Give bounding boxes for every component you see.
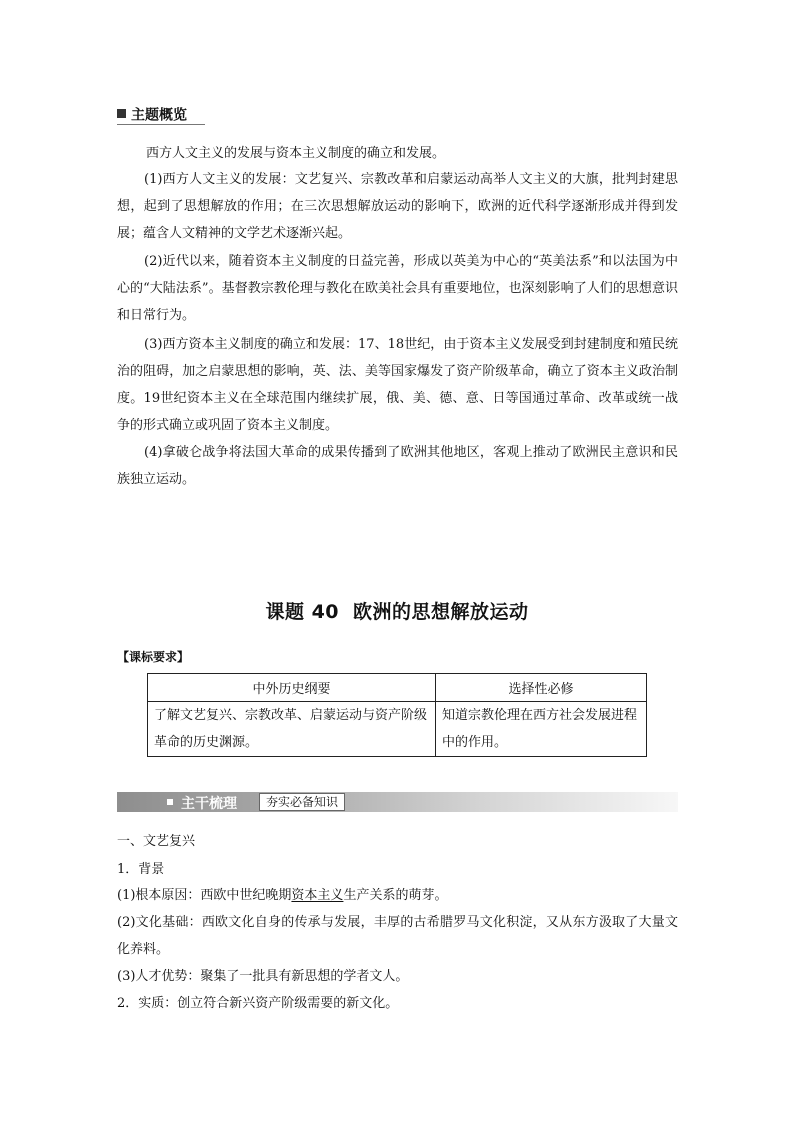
lesson-name: 欧洲的思想解放运动 [353,601,529,623]
section-bar-subtitle: 夯实必备知识 [259,793,345,811]
theme-intro: 西方人文主义的发展与资本主义制度的确立和发展。 [146,146,446,161]
lesson-title [0,597,794,624]
section-bar-title: 主干梳理 [181,796,237,812]
underlined-term: 资本主义 [291,888,344,903]
subheading-essence: 2．实质：创立符合新兴资产阶级需要的新文化。 [117,996,399,1011]
header-underline [117,124,205,125]
item-text: (1)根本原因：西欧中世纪晚期 [117,888,292,903]
square-bullet-icon [167,799,173,805]
table-row [148,702,647,757]
theme-paragraph-3: (3)西方资本主义制度的确立和发展：17、18世纪，由于资本主义发展受到封建制度和殖民统治的阻碍，加之启蒙思想的影响，英、法、美等国家爆发了资产阶级革命，确立了资本主义政治制度。19世纪资本主义在全球范围内继续扩展，俄、美、德、意、日等国通过革命、改革或统一战争的形式确立或巩固了资本主义制度。 [117,337,678,433]
section-bar [117,792,678,812]
curriculum-requirements-label: 【课标要求】 [117,650,190,664]
square-bullet-icon [117,109,126,118]
table-cell: 知道宗教伦理在西方社会发展进程中的作用。 [436,702,647,757]
table-cell: 了解文艺复兴、宗教改革、启蒙运动与资产阶级革命的历史渊源。 [148,702,436,757]
theme-overview-title: 主题概览 [131,107,187,124]
list-item: (2)文化基础：西欧文化自身的传承与发展，丰厚的古希腊罗马文化积淀，又从东方汲取了大量文化养料。 [117,915,678,957]
curriculum-standards-table [147,673,647,757]
theme-overview-header [117,104,187,126]
table-header-cell: 选择性必修 [436,674,647,702]
subheading-background: 1．背景 [117,862,165,877]
table-header-cell: 中外历史纲要 [148,674,436,702]
item-text: 生产关系的萌芽。 [343,888,448,903]
theme-paragraph-4: (4)拿破仑战争将法国大革命的成果传播到了欧洲其他地区，客观上推动了欧洲民主意识和民族独立运动。 [117,445,678,487]
table-header-row [148,674,647,702]
list-item [117,882,678,909]
theme-paragraph-2: (2)近代以来，随着资本主义制度的日益完善，形成以英美为中心的“英美法系”和以法国为中心的“大陆法系”。基督教宗教伦理与教化在欧美社会具有重要地位，也深刻影响了人们的思想意识和日常行为。 [117,254,678,323]
list-item: (3)人才优势：聚集了一批具有新思想的学者文人。 [117,969,409,984]
lesson-number: 课题 40 [265,601,340,623]
section-heading: 一、文艺复兴 [117,834,196,849]
theme-paragraph-1: (1)西方人文主义的发展：文艺复兴、宗教改革和启蒙运动高举人文主义的大旗，批判封建思想，起到了思想解放的作用；在三次思想解放运动的影响下，欧洲的近代科学逐渐形成并得到发展；蕴含人文精神的文学艺术逐渐兴起。 [117,172,678,241]
